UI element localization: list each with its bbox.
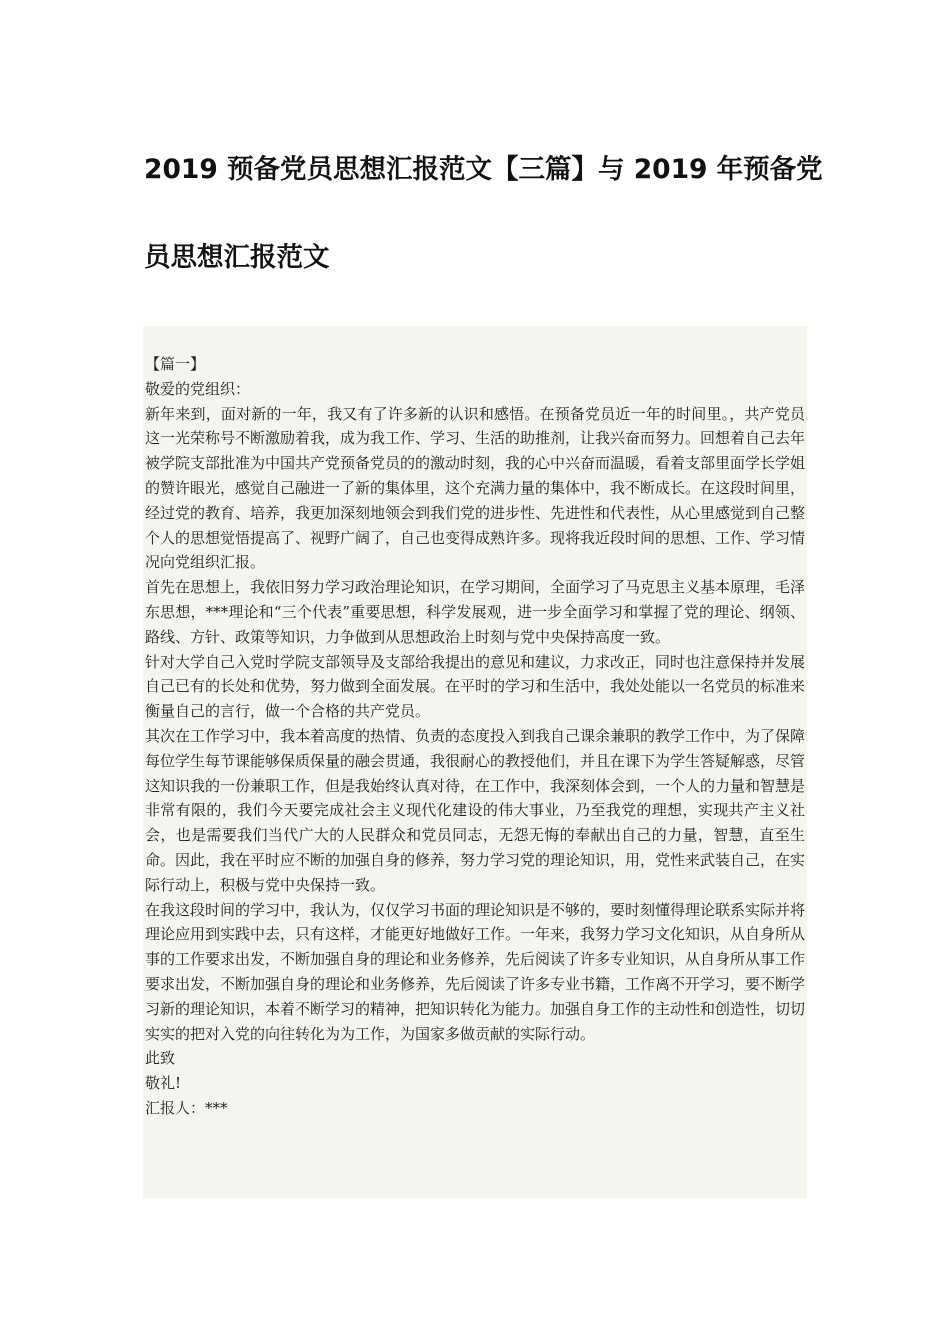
salutation: 敬爱的党组织： <box>145 379 251 398</box>
section-heading: 【篇一】 <box>145 355 206 373</box>
closing-salute: 敬礼! <box>145 1074 182 1093</box>
closing-phrase: 此致 <box>145 1049 176 1068</box>
document-title-line-1: 2019 预备党员思想汇报范文【三篇】与 2019 年预备党 <box>144 154 823 185</box>
document-title-line-2: 员思想汇报范文 <box>144 242 330 273</box>
body-paragraph-intro: 新年来到，面对新的一年，我又有了许多新的认识和感悟。在预备党员近一年的时间里。，共产党员这一光荣称号不断激励着我，成为我工作、学习、生活的助推剂，让我兴奋而努力。回想着自己去年被学院支部批准为中国共产党预备党员的的激动时刻，我的心中兴奋而温暖，看着支部里面学长学姐的赞许眼光，感觉自己融进一了新的集体里，这个充满力量的集体中，我不断成长。在这段时间里，经过党的教育、培养，我更加深刻地领会到我们党的进步性、先进性和代表性，从心里感觉到自己整个人的思想觉悟提高了、视野广阔了，自己也变得成熟许多。现将我近段时间的思想、工作、学习情况向党组织汇报。 <box>145 404 806 572</box>
body-paragraph-study: 在我这段时间的学习中，我认为，仅仅学习书面的理论知识是不够的，要时刻懂得理论联系实际并将理论应用到实践中去，只有这样，才能更好地做好工作。一年来，我努力学习文化知识，从自身所从事的工作要求出发，不断加强自身的理论和业务修养，先后阅读了许多专业知识，从自身所从事工作要求出发，不断加强自身的理论和业务修养，先后阅读了许多专业书籍，工作离不开学习，要不断学习新的理论知识，本着不断学习的精神，把知识转化为能力。加强自身工作的主动性和创造性，切切实实的把对入党的向往转化为为工作，为国家多做贡献的实际行动。 <box>145 900 806 1043</box>
body-paragraph-work: 其次在工作学习中，我本着高度的热情、负责的态度投入到我自己课余兼职的教学工作中，为了保障每位学生每节课能够保质保量的融会贯通，我很耐心的教授他们，并且在课下为学生答疑解惑，尽管这知识我的一份兼职工作，但是我始终认真对待，在工作中，我深刻体会到，一个人的力量和智慧是非常有限的，我们今天要完成社会主义现代化建设的伟大事业，乃至我党的理想，实现共产主义社会，也是需要我们当代广大的人民群众和党员同志，无怨无悔的奉献出自己的力量，智慧，直至生命。因此，我在平时应不断的加强自身的修养，努力学习党的理论知识，用，党性来武装自己，在实际行动上，积极与党中央保持一致。 <box>145 726 806 894</box>
body-paragraph-improvement: 针对大学自己入党时学院支部领导及支部给我提出的意见和建议，力求改正，同时也注意保持并发展自己已有的长处和优势，努力做到全面发展。在平时的学习和生活中，我处处能以一名党员的标准来衡量自己的言行，做一个合格的共产党员。 <box>145 652 806 721</box>
body-paragraph-thought: 首先在思想上，我依旧努力学习政治理论知识，在学习期间，全面学习了马克思主义基本原理，毛泽东思想，***理论和“三个代表”重要思想，科学发展观，进一步全面学习和掌握了党的理论、纲领、路线、方针、政策等知识，力争做到从思想政治上时刻与党中央保持高度一致。 <box>145 578 806 646</box>
report-body <box>143 326 807 1198</box>
signature-line: 汇报人：*** <box>145 1098 228 1117</box>
